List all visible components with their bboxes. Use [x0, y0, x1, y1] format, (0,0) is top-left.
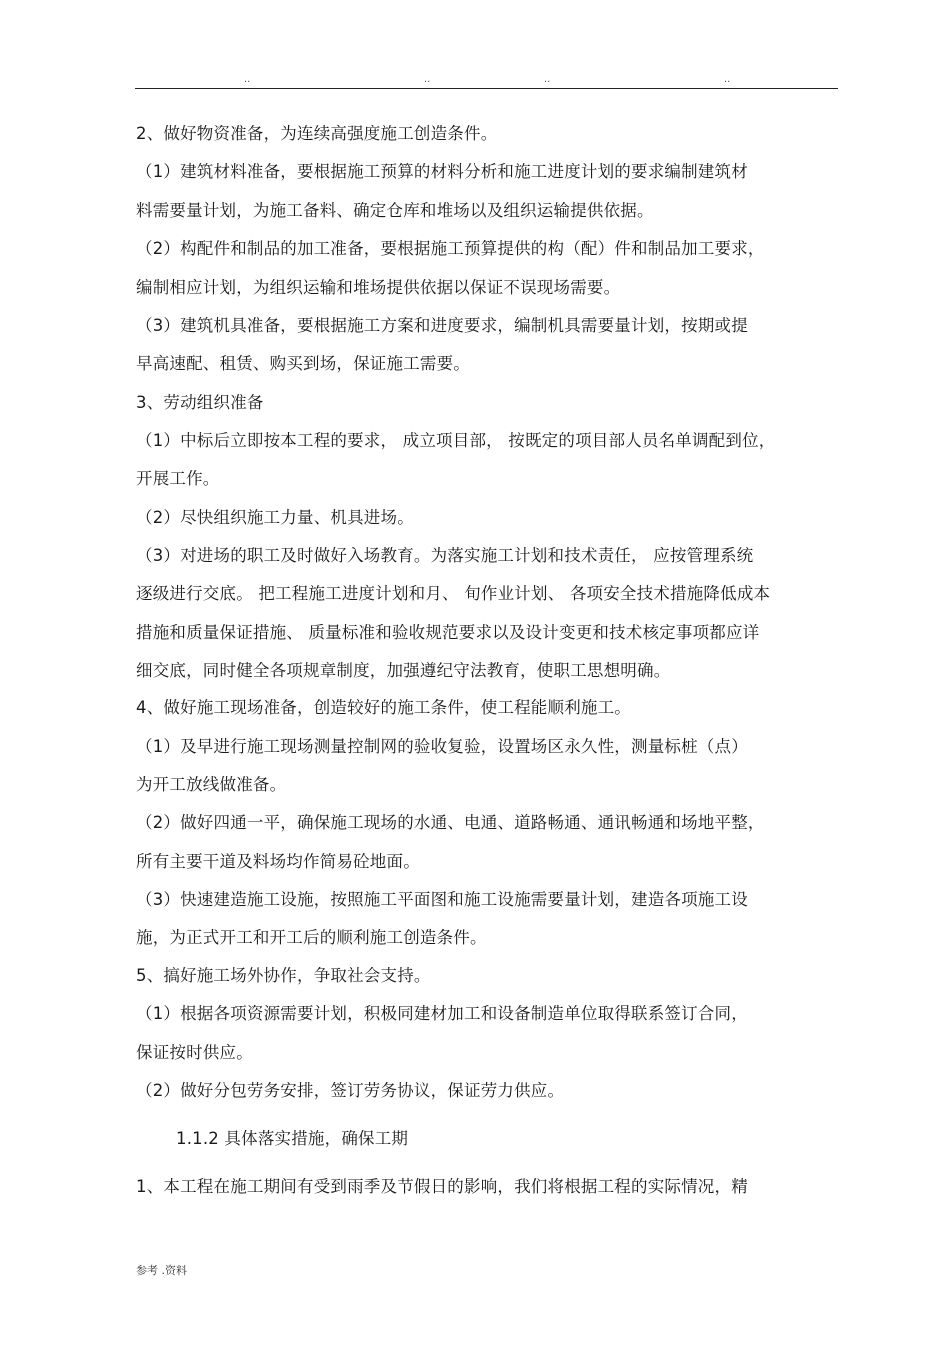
paragraph-line: （1）及早进行施工现场测量控制网的验收复验，设置场区永久性，测量标桩（点）	[136, 737, 748, 756]
paragraph-line: 逐级进行交底。 把工程施工进度计划和月、 旬作业计划、 各项安全技术措施降低成本	[136, 584, 771, 603]
paragraph-line: 料需要量计划，为施工备料、确定仓库和堆场以及组织运输提供依据。	[136, 201, 654, 220]
paragraph-line: 细交底，同时健全各项规章制度，加强遵纪守法教育，使职工思想明确。	[136, 661, 671, 680]
paragraph-line: 所有主要干道及料场均作简易砼地面。	[136, 852, 420, 871]
paragraph-line: 保证按时供应。	[136, 1043, 253, 1062]
section-heading: 3、劳动组织准备	[136, 393, 264, 412]
paragraph-line: 早高速配、租赁、购买到场，保证施工需要。	[136, 354, 470, 373]
paragraph-line: 施，为正式开工和开工后的顺利施工创造条件。	[136, 928, 487, 947]
header-dot: ..	[544, 74, 551, 85]
paragraph-line: 为开工放线做准备。	[136, 775, 287, 794]
paragraph-line: （1）根据各项资源需要计划，积极同建材加工和设备制造单位取得联系签订合同，	[136, 1004, 748, 1023]
header-dot: ..	[724, 74, 731, 85]
paragraph-line: 措施和质量保证措施、 质量标准和验收规范要求以及设计变更和技术核定事项都应详	[136, 623, 760, 642]
paragraph-line: （1）建筑材料准备，要根据施工预算的材料分析和施工进度计划的要求编制建筑材	[136, 162, 748, 181]
paragraph-line: （2）做好四通一平，确保施工现场的水通、电通、道路畅通、通讯畅通和场地平整，	[136, 813, 765, 832]
paragraph-line: （2）做好分包劳务安排，签订劳务协议，保证劳力供应。	[136, 1081, 565, 1100]
section-heading: 5、搞好施工场外协作，争取社会支持。	[136, 966, 431, 985]
footer-text: 参考 .资料	[136, 1264, 187, 1277]
paragraph-line: （2）构配件和制品的加工准备，要根据施工预算提供的构（配）件和制品加工要求，	[136, 239, 765, 258]
paragraph-line: （3）快速建造施工设施，按照施工平面图和施工设施需要量计划，建造各项施工设	[136, 890, 748, 909]
header-dot: ..	[424, 74, 431, 85]
paragraph-line: 开展工作。	[136, 469, 220, 488]
paragraph-line: （3）建筑机具准备，要根据施工方案和进度要求，编制机具需要量计划，按期或提	[136, 316, 748, 335]
subsection-heading: 1.1.2 具体落实措施，确保工期	[176, 1129, 409, 1148]
paragraph-line: （2）尽快组织施工力量、机具进场。	[136, 508, 414, 527]
section-heading: 4、做好施工现场准备，创造较好的施工条件，使工程能顺利施工。	[136, 698, 631, 717]
header-dot: ..	[244, 74, 251, 85]
paragraph-line: 1、本工程在施工期间有受到雨季及节假日的影响，我们将根据工程的实际情况，精	[136, 1177, 748, 1196]
section-heading: 2、做好物资准备，为连续高强度施工创造条件。	[136, 124, 498, 143]
header-rule	[135, 88, 838, 89]
paragraph-line: （1）中标后立即按本工程的要求， 成立项目部， 按既定的项目部人员名单调配到位，	[136, 431, 776, 450]
paragraph-line: 编制相应计划，为组织运输和堆场提供依据以保证不误现场需要。	[136, 278, 621, 297]
paragraph-line: （3）对进场的职工及时做好入场教育。为落实施工计划和技术责任， 应按管理系统	[136, 546, 754, 565]
